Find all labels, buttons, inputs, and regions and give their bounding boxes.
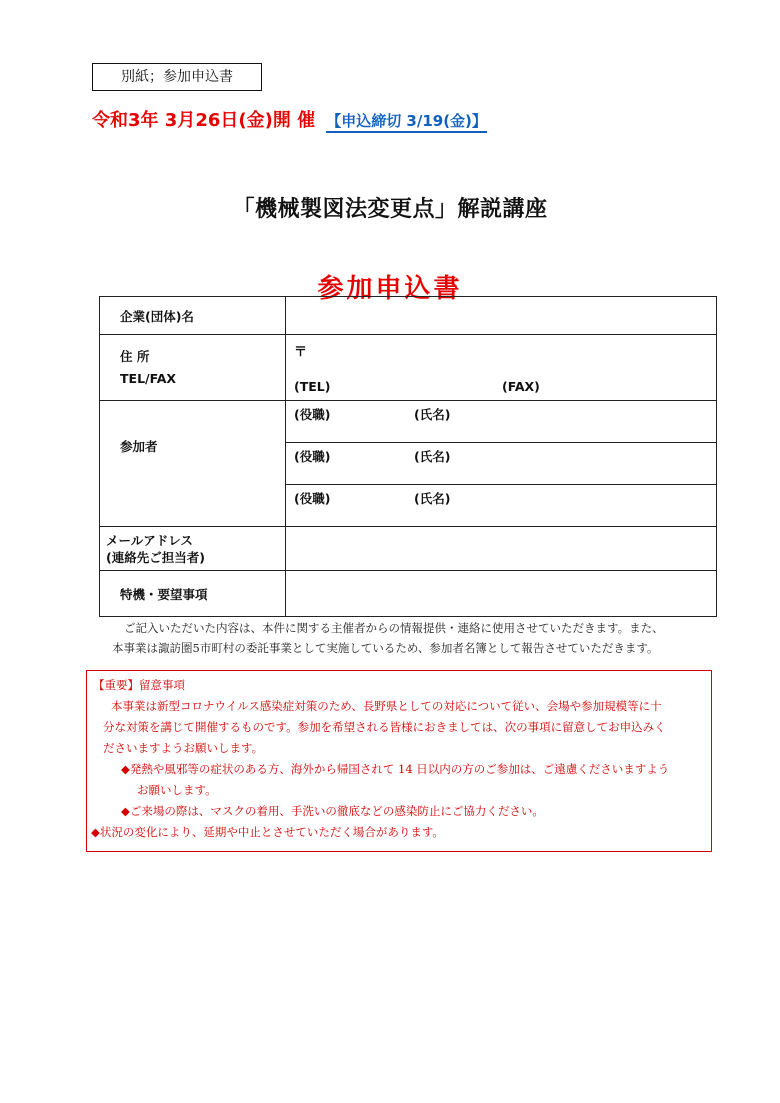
important-bullet: ◆ご来場の際は、マスクの着用、手洗いの徹底などの感染防止にご協力ください。 [121, 804, 544, 818]
remarks-input[interactable] [286, 571, 717, 617]
important-body-line: ださいますようお願いします。 [103, 741, 264, 755]
email-input[interactable] [286, 527, 717, 571]
participant-row [100, 401, 717, 443]
important-bullet: ◆発熱や風邪等の症状のある方、海外から帰国されて 14 日以内の方のご参加は、ご遠慮くださいますよう [121, 762, 670, 776]
company-label: 企業(団体)名 [100, 297, 286, 335]
email-label: メールアドレス [106, 532, 193, 548]
remarks-label: 特機・要望事項 [100, 571, 286, 617]
telfax-label: TEL/FAX [120, 370, 177, 386]
event-date: 令和3年 3月26日(金)開 催 [92, 110, 316, 131]
event-date-line [92, 106, 487, 132]
participants-label: 参加者 [100, 401, 286, 527]
participant-3-input[interactable] [286, 485, 717, 527]
tel-label: (TEL) [294, 379, 331, 394]
important-notice-box [86, 670, 712, 852]
email-row [100, 527, 717, 571]
role-label: (役職) [294, 491, 331, 506]
privacy-note-line: ご記入いただいた内容は、本件に関する主催者からの情報提供・連絡に使用させていただきます。また、 [124, 621, 664, 635]
address-label-cell [100, 335, 286, 401]
privacy-note-line: 本事業は諏訪圏5市町村の委託事業として実施しているため、参加者名簿として報告させていただきます。 [112, 641, 659, 655]
participant-2-input[interactable] [286, 443, 717, 485]
postal-mark: 〒 [294, 345, 308, 360]
application-deadline: 【申込締切 3/19(金)】 [326, 112, 487, 133]
address-input[interactable] [286, 335, 717, 401]
important-bullet: ◆状況の変化により、延期や中止とさせていただく場合があります。 [91, 825, 444, 839]
fax-label: (FAX) [502, 379, 540, 394]
important-heading: 【重要】留意事項 [93, 678, 185, 692]
email-contact-label: (連絡先ご担当者) [106, 549, 205, 565]
participant-1-input[interactable] [286, 401, 717, 443]
name-label: (氏名) [414, 449, 451, 464]
course-title: 「機械製図法変更点」解説講座 [232, 197, 548, 222]
privacy-note [92, 618, 712, 658]
attachment-label: 別紙；参加申込書 [92, 63, 262, 91]
remarks-row [100, 571, 717, 617]
important-body-line: 分な対策を講じて開催するものです。参加を希望される皆様におきましては、次の事項に留意してお申込みく [103, 720, 666, 734]
name-label: (氏名) [414, 407, 451, 422]
name-label: (氏名) [414, 491, 451, 506]
form-title: 参加申込書 [317, 274, 463, 304]
address-row [100, 335, 717, 401]
company-input[interactable] [286, 297, 717, 335]
address-label: 住 所 [120, 348, 150, 364]
role-label: (役職) [294, 449, 331, 464]
company-row [100, 297, 717, 335]
email-label-cell [100, 527, 286, 571]
important-body-line: 本事業は新型コロナウイルス感染症対策のため、長野県としての対応について従い、会場や参加規模等に十 [111, 699, 662, 713]
role-label: (役職) [294, 407, 331, 422]
application-form-table [99, 296, 717, 617]
important-bullet-continued: お願いします。 [137, 783, 217, 797]
